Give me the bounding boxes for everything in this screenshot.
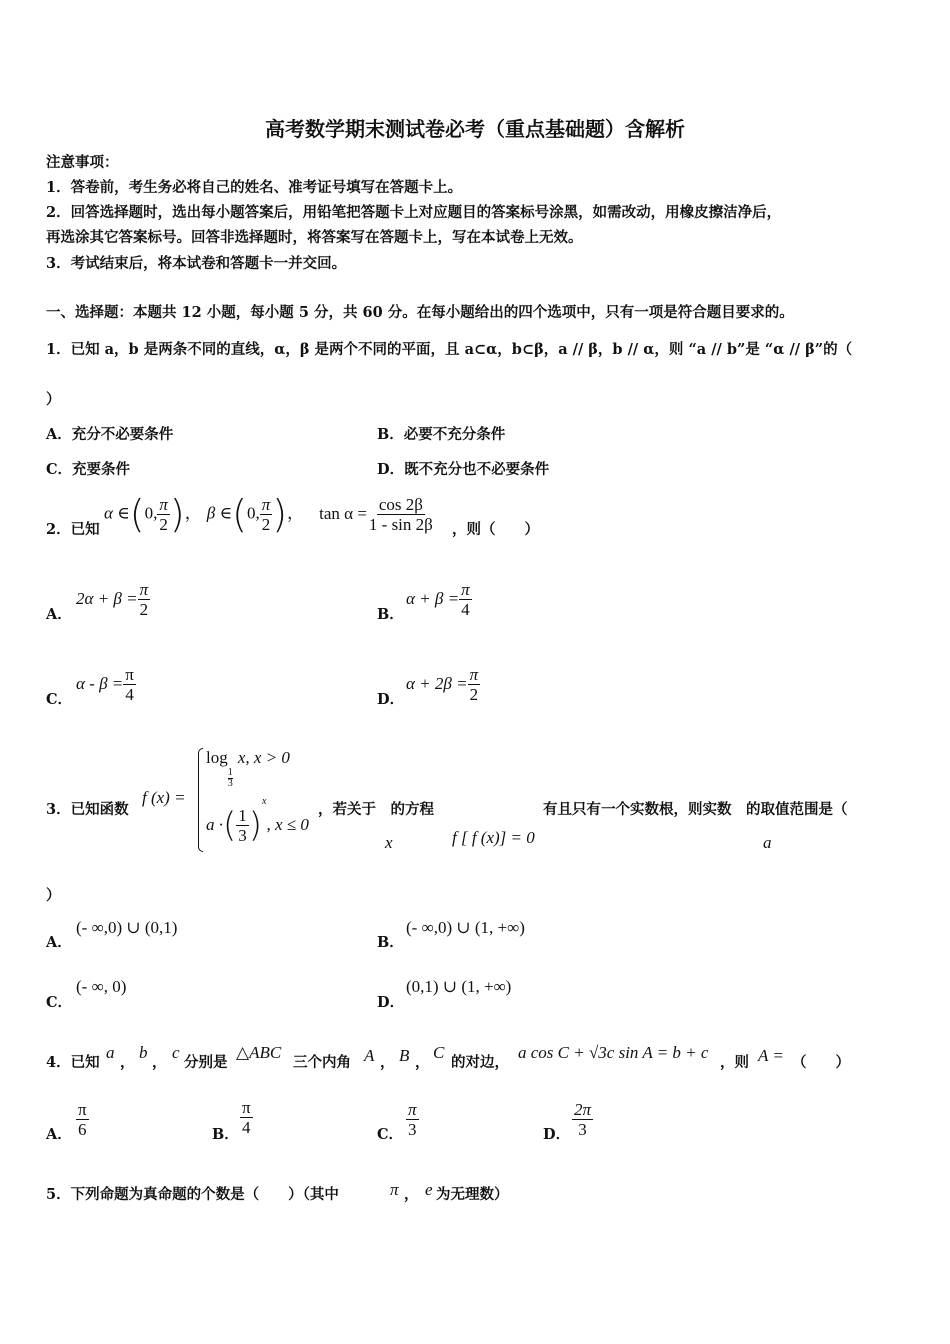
pi-symbol: π: [390, 1180, 399, 1199]
sep-4: ，: [415, 1054, 430, 1071]
question-5-tail: 为无理数）: [436, 1186, 509, 1203]
question-3-close: ）: [46, 887, 61, 904]
e-symbol: e: [425, 1180, 433, 1199]
question-2-option-c: α - β = $\frac{\pi}{4}$: [76, 665, 134, 704]
pi-over-2-b: $\frac{\pi}{2}$: [261, 494, 271, 534]
beta-range-label: β ∈: [206, 503, 233, 523]
question-4-tail: （ ）: [792, 1054, 850, 1071]
question-4-option-c-label: C．: [377, 1126, 404, 1143]
question-4-equation: a cos C + √3c sin A = b + c: [518, 1043, 709, 1062]
side-a: a: [106, 1043, 115, 1062]
question-3-mid-2: 有且只有一个实数根，则实数 的取值范围是（: [543, 801, 848, 818]
piecewise-function-name: f (x) =: [142, 788, 186, 807]
side-b: b: [139, 1043, 148, 1062]
question-2-option-a-label: A．: [46, 606, 72, 623]
range-start-2: 0,: [246, 503, 260, 523]
question-4-mid-1: 分别是: [184, 1054, 228, 1071]
question-4-option-b: $\frac{\pi}{4}$: [242, 1098, 251, 1137]
question-2-option-b: α + β = $\frac{\pi}{4}$: [406, 580, 470, 619]
variable-x: x: [385, 833, 393, 852]
question-3-option-d: (0,1) ∪ (1, +∞): [406, 977, 512, 996]
question-3-lead: 3．已知函数: [46, 801, 129, 818]
question-4-mid-2: 三个内角: [293, 1054, 351, 1071]
question-1-option-c: C．充要条件: [46, 461, 131, 478]
question-1-option-d: D．既不充分也不必要条件: [377, 461, 550, 478]
angle-c: C: [433, 1043, 445, 1062]
range-start: 0,: [144, 503, 158, 523]
triangle-abc: △ABC: [236, 1043, 282, 1062]
sep-3: ，: [380, 1054, 395, 1071]
question-1-close: ）: [46, 391, 61, 408]
question-4-lead: 4．已知: [46, 1054, 100, 1071]
question-1-stem: 1．已知 a，b 是两条不同的直线，α，β 是两个不同的平面，且 a⊂α，b⊂β，a // β，b // α，则 “a // b”是 “α // β”的（: [46, 341, 853, 358]
question-3-option-b-label: B．: [377, 934, 404, 951]
notice-item-2-cont: 再选涂其它答案标号。回答非选择题时，将答案写在答题卡上，写在本试卷上无效。: [46, 229, 583, 246]
question-1-option-b: B．必要不充分条件: [377, 426, 506, 443]
question-2-lead: 2．已知: [46, 521, 100, 538]
question-5-stem: 5．下列命题为真命题的个数是（ ）（其中: [46, 1186, 339, 1203]
piecewise-brace: [198, 748, 203, 852]
question-4-option-d-label: D．: [543, 1126, 571, 1143]
question-2-option-d-label: D．: [377, 691, 405, 708]
variable-a: a: [763, 833, 772, 852]
tan-label: tan α =: [319, 503, 367, 523]
side-c: c: [172, 1043, 180, 1062]
equation-ffx: f [ f (x)] = 0: [452, 828, 535, 847]
tan-fraction: $\frac{\cos 2\beta}{1 - \sin 2\beta}$: [368, 494, 433, 534]
section-heading: 一、选择题：本题共 12 小题，每小题 5 分，共 60 分。在每小题给出的四个选项中，只有一项是符合题目要求的。: [46, 304, 794, 321]
angle-b: B: [399, 1046, 410, 1065]
question-4-option-b-label: B．: [212, 1126, 239, 1143]
pi-over-2: $\frac{\pi}{2}$: [159, 494, 168, 534]
alpha-range-label: α ∈: [104, 503, 130, 523]
notice-item-3: 3．考试结束后，将本试卷和答题卡一并交回。: [46, 255, 347, 272]
question-2-option-d: α + 2β = $\frac{\pi}{2}$: [406, 665, 479, 704]
question-2-conditions: α ∈(0, $\frac{\pi}{2}$ )， β ∈(0, $\frac{\pi}{2}$ )， tan α = $\frac{\cos 2\beta}{1 - \sin 2\beta}$: [104, 492, 433, 536]
sep-2: ，: [152, 1054, 167, 1071]
angle-a: A: [364, 1046, 375, 1065]
question-3-option-c-label: C．: [46, 994, 73, 1011]
question-4-ask: A =: [758, 1046, 784, 1065]
question-3-mid-1: ，若关于 的方程: [318, 801, 434, 818]
question-4-mid-3: 的对边，: [451, 1054, 509, 1071]
question-3-option-b: (- ∞,0) ∪ (1, +∞): [406, 918, 525, 937]
question-3-option-a-label: A．: [46, 934, 72, 951]
question-3-option-c: (- ∞, 0): [76, 977, 127, 996]
question-4-option-a-label: A．: [46, 1126, 72, 1143]
question-4-option-a: $\frac{\pi}{6}$: [78, 1100, 87, 1139]
notice-item-2: 2．回答选择题时，选出每小题答案后，用铅笔把答题卡上对应题目的答案标号涂黑，如需改动，用橡皮擦洁净后，: [46, 204, 782, 221]
question-4-mid-4: ，则: [720, 1054, 749, 1071]
question-2-option-c-label: C．: [46, 691, 73, 708]
question-3-option-d-label: D．: [377, 994, 405, 1011]
question-4-option-d: $\frac{2\pi}{3}$: [574, 1100, 592, 1139]
page-title: 高考数学期末测试卷必考（重点基础题）含解析: [265, 117, 685, 141]
question-2-option-b-label: B．: [377, 606, 404, 623]
notice-item-1: 1．答卷前，考生务必将自己的姓名、准考证号填写在答题卡上。: [46, 179, 463, 196]
sep-1: ，: [120, 1054, 135, 1071]
question-3-option-a: (- ∞,0) ∪ (0,1): [76, 918, 178, 937]
question-4-option-c: $\frac{\pi}{3}$: [408, 1100, 417, 1139]
piecewise-case-1: log $\frac{1}{3}$ x, x > 0: [206, 748, 290, 789]
piecewise-case-2: a ·( $\frac{1}{3}$ )$^x$, x ≤ 0: [206, 796, 309, 846]
question-2-option-a: 2α + β = $\frac{\pi}{2}$: [76, 580, 149, 619]
notice-heading: 注意事项：: [46, 154, 119, 171]
question-1-option-a: A．充分不必要条件: [46, 426, 174, 443]
question-2-tail: ，则（ ）: [452, 521, 539, 538]
q5-sep: ，: [404, 1186, 419, 1203]
